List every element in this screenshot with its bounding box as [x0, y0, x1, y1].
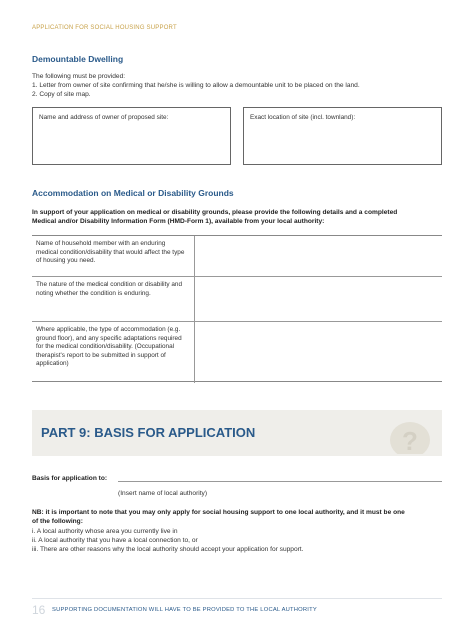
basis-label: Basis for application to: — [32, 475, 108, 482]
demountable-item-1: 1. Letter from owner of site confirming that he/she is willing to allow a demountable unit to be placed on the land. — [32, 82, 360, 89]
medical-table — [32, 235, 442, 382]
medical-row-condition[interactable] — [32, 276, 442, 322]
part9-band — [32, 410, 442, 456]
demountable-item-2: 2. Copy of site map. — [32, 91, 91, 98]
option-3: iii. There are other reasons why the local authority should accept your application for support. — [32, 546, 304, 553]
medical-title: Accommodation on Medical or Disability Grounds — [32, 188, 234, 198]
medical-intro-line2: Medical and/or Disability Information Form (HMD-Form 1), available from your local authority: — [32, 218, 325, 225]
owner-name-address-label: Name and address of owner of proposed site: — [39, 114, 169, 121]
medical-row-accommodation[interactable] — [32, 321, 442, 383]
site-location-field[interactable] — [243, 107, 442, 165]
medical-row-label: The nature of the medical condition or disability and noting whether the condition is enduring. — [36, 281, 183, 297]
medical-row-household-member[interactable] — [32, 236, 442, 276]
site-location-label: Exact location of site (incl. townland): — [250, 114, 356, 121]
note-line2: of the following: — [32, 518, 83, 525]
medical-intro-line1: In support of your application on medical or disability grounds, please provide the following details and a completed — [32, 209, 398, 216]
svg-text:?: ? — [402, 426, 418, 454]
basis-hint: (Insert name of local authority) — [118, 490, 208, 497]
question-mark-icon — [390, 418, 430, 454]
owner-name-address-field[interactable] — [32, 107, 231, 165]
part9-title: PART 9: BASIS FOR APPLICATION — [41, 425, 256, 440]
running-header: APPLICATION FOR SOCIAL HOUSING SUPPORT — [32, 25, 177, 31]
medical-row-label: Where applicable, the type of accommodation (e.g. ground floor), and any specific adaptations required for the medical condition/disability. (Occupational therapist's report to be submitted in support of application) — [36, 326, 182, 367]
footer-text: SUPPORTING DOCUMENTATION WILL HAVE TO BE PROVIDED TO THE LOCAL AUTHORITY — [52, 607, 317, 613]
demountable-title: Demountable Dwelling — [32, 54, 124, 64]
option-1: i. A local authority whose area you currently live in — [32, 528, 178, 535]
option-2: ii. A local authority that you have a local connection to, or — [32, 537, 198, 544]
basis-input-line[interactable] — [118, 481, 442, 482]
note-line1: NB: it is important to note that you may only apply for social housing support to one local authority, and it must be one — [32, 509, 405, 516]
demountable-intro: The following must be provided: — [32, 73, 126, 80]
medical-row-label: Name of household member with an enduring medical condition/disability that would affect the type of housing you need. — [36, 240, 185, 264]
footer-divider — [32, 598, 442, 599]
page-number: 16 — [32, 603, 46, 617]
